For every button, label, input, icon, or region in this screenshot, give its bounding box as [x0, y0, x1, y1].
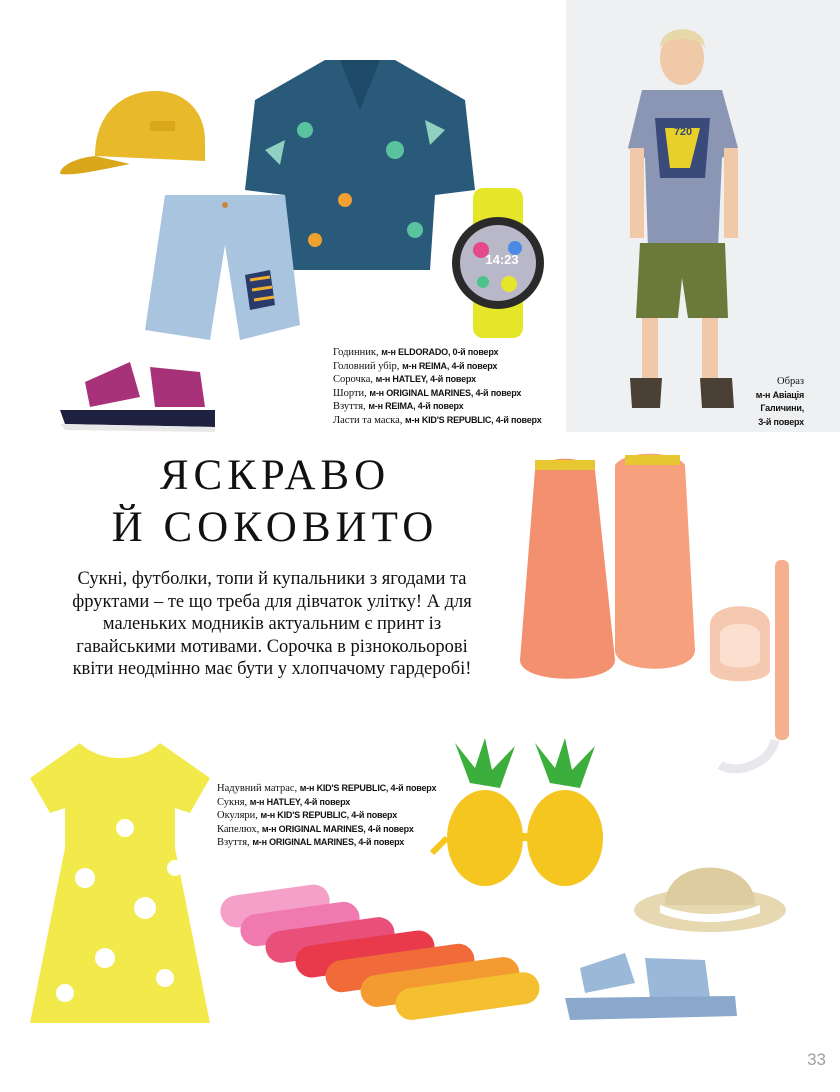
look-caption-title: Образ [777, 376, 804, 387]
page-headline [90, 450, 460, 554]
caption-watch: Годинник, м-н ELDORADO, 0-й поверх [333, 347, 499, 358]
headline-line-2: Й СОКОВИТО [111, 504, 439, 551]
inflatable-mattress-image [210, 880, 545, 1030]
captions-bottom [217, 782, 436, 850]
caption-dress: Сукня, м-н HATLEY, 4-й поверх [217, 796, 351, 808]
purple-sandal-image [60, 352, 220, 434]
yellow-cap-image [55, 86, 215, 186]
caption-cap: Головний убір, м-н REIMA, 4-й поверх [333, 360, 498, 372]
look-caption-floor: 3-й поверх [758, 416, 804, 427]
caption-shorts: Шорти, м-н ORIGINAL MARINES, 4-й поверх [333, 387, 522, 399]
caption-shirt: Сорочка, м-н HATLEY, 4-й поверх [333, 374, 476, 385]
tshirt-print-text: 720 [673, 126, 693, 138]
captions-top [333, 346, 542, 427]
watch-time-display: 14:23 [485, 252, 519, 267]
headline-line-1: ЯСКРАВО [159, 452, 391, 499]
yellow-dress-image [25, 738, 215, 1028]
look-caption-store-2: Галичини, [760, 403, 804, 413]
pineapple-glasses-image [430, 738, 620, 898]
snorkel-mask-image [705, 560, 815, 775]
caption-hat: Капелюх, м-н ORIGINAL MARINES, 4-й поверх [217, 823, 414, 835]
caption-shoes: Взуття, м-н REIMA, 4-й поверх [333, 401, 464, 412]
blue-sandal-image [565, 948, 740, 1026]
swim-fins-image [515, 450, 705, 690]
caption-fins-mask: Ласти та маска, м-н KID'S REPUBLIC, 4-й поверх [333, 414, 542, 426]
look-caption [756, 376, 804, 429]
straw-hat-image [630, 845, 790, 945]
caption-mattress: Надувний матрас, м-н KID'S REPUBLIC, 4-й поверх [217, 783, 437, 794]
lead-paragraph: Сукні, футболки, топи й купальники з ягодами та фруктами – те що треба для дівчаток улітку! А для маленьких модників актуальним є принт із гавайськими мотивами. Сорочка в різнокольорові квіти неодмінно має бути у хлопчачому гардеробі! [72, 569, 472, 679]
caption-glasses: Окуляри, м-н KID'S REPUBLIC, 4-й поверх [217, 810, 398, 821]
denim-shorts-image [140, 195, 305, 345]
caption-shoes-bottom: Взуття, м-н ORIGINAL MARINES, 4-й поверх [217, 837, 405, 848]
look-caption-store: м-н Авіація [755, 389, 804, 400]
boy-model-photo [620, 18, 750, 413]
page-number: 33 [807, 1050, 826, 1069]
